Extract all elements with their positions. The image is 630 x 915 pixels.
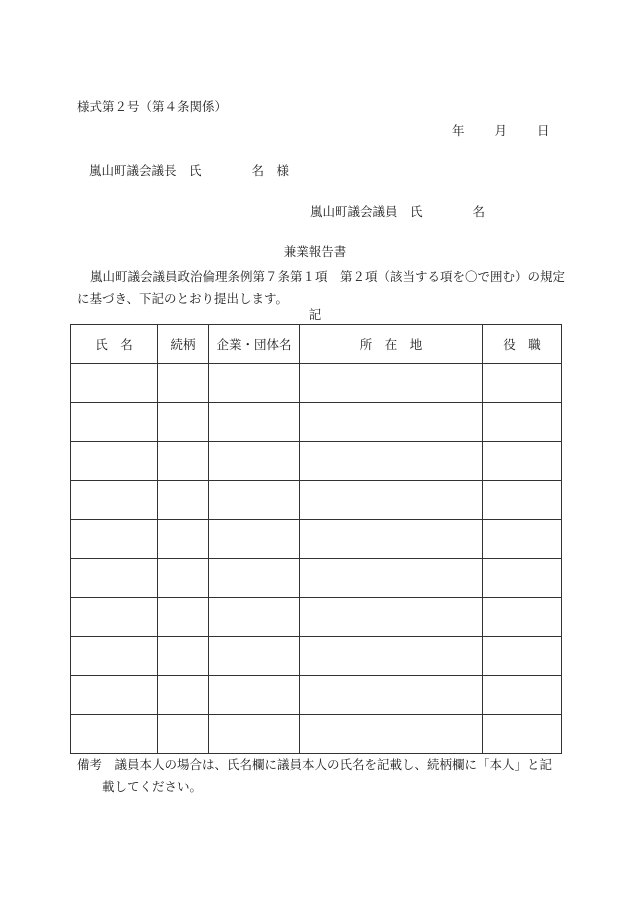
table-cell[interactable] bbox=[71, 715, 158, 754]
table-cell[interactable] bbox=[483, 598, 562, 637]
sender-line: 嵐山町議会議員 氏 名 bbox=[310, 204, 486, 219]
body-text: 嵐山町議会議員政治倫理条例第７条第１項 第２項（該当する項を〇で囲む）の規定に基づき、下記のとおり提出します。 bbox=[77, 269, 566, 306]
table-cell[interactable] bbox=[483, 364, 562, 403]
table-cell[interactable] bbox=[209, 637, 300, 676]
table-cell[interactable] bbox=[158, 676, 209, 715]
table-cell[interactable] bbox=[158, 637, 209, 676]
table-cell[interactable] bbox=[483, 442, 562, 481]
table-cell[interactable] bbox=[300, 715, 483, 754]
table-cell[interactable] bbox=[71, 481, 158, 520]
table-cell[interactable] bbox=[483, 637, 562, 676]
header-name: 氏 名 bbox=[71, 325, 158, 364]
header-relation: 続柄 bbox=[158, 325, 209, 364]
table-cell[interactable] bbox=[209, 559, 300, 598]
table-cell[interactable] bbox=[300, 676, 483, 715]
header-position: 役 職 bbox=[483, 325, 562, 364]
table-cell[interactable] bbox=[300, 637, 483, 676]
table-cell[interactable] bbox=[158, 364, 209, 403]
table-cell[interactable] bbox=[483, 676, 562, 715]
header-address: 所 在 地 bbox=[300, 325, 483, 364]
table-row bbox=[71, 403, 562, 442]
table-cell[interactable] bbox=[300, 364, 483, 403]
table-cell[interactable] bbox=[71, 364, 158, 403]
table-cell[interactable] bbox=[209, 442, 300, 481]
table-cell[interactable] bbox=[483, 520, 562, 559]
table-cell[interactable] bbox=[300, 481, 483, 520]
table-cell[interactable] bbox=[483, 715, 562, 754]
table-row bbox=[71, 676, 562, 715]
table-cell[interactable] bbox=[209, 520, 300, 559]
addressee-line: 嵐山町議会議長 氏 名 様 bbox=[89, 163, 290, 178]
header-company: 企業・団体名 bbox=[209, 325, 300, 364]
table-cell[interactable] bbox=[209, 676, 300, 715]
table-cell[interactable] bbox=[300, 559, 483, 598]
table-row bbox=[71, 520, 562, 559]
table-cell[interactable] bbox=[300, 598, 483, 637]
table-cell[interactable] bbox=[158, 520, 209, 559]
ki-heading: 記 bbox=[308, 307, 322, 322]
table-cell[interactable] bbox=[158, 403, 209, 442]
date-day: 日 bbox=[537, 123, 550, 138]
table-cell[interactable] bbox=[71, 403, 158, 442]
document-title: 兼業報告書 bbox=[283, 244, 347, 259]
table-row bbox=[71, 637, 562, 676]
table-cell[interactable] bbox=[300, 520, 483, 559]
table-row bbox=[71, 364, 562, 403]
table-cell[interactable] bbox=[209, 481, 300, 520]
table-cell[interactable] bbox=[209, 715, 300, 754]
table-row bbox=[71, 715, 562, 754]
table-cell[interactable] bbox=[483, 559, 562, 598]
table-row bbox=[71, 559, 562, 598]
table-cell[interactable] bbox=[209, 364, 300, 403]
table-cell[interactable] bbox=[71, 520, 158, 559]
remark bbox=[77, 754, 572, 798]
date-month: 月 bbox=[494, 123, 508, 138]
date-year: 年 bbox=[452, 123, 465, 138]
table-row bbox=[71, 598, 562, 637]
table-cell[interactable] bbox=[158, 481, 209, 520]
report-table bbox=[70, 324, 562, 754]
table-cell[interactable] bbox=[71, 676, 158, 715]
table-cell[interactable] bbox=[158, 598, 209, 637]
table-cell[interactable] bbox=[483, 403, 562, 442]
table-cell[interactable] bbox=[158, 715, 209, 754]
remark-line-2: 載してください。 bbox=[102, 779, 203, 794]
form-number: 様式第２号（第４条関係） bbox=[77, 99, 228, 114]
table-cell[interactable] bbox=[71, 559, 158, 598]
table-cell[interactable] bbox=[209, 403, 300, 442]
table-cell[interactable] bbox=[483, 481, 562, 520]
table-cell[interactable] bbox=[71, 442, 158, 481]
remark-line-1: 備考 議員本人の場合は、氏名欄に議員本人の氏名を記載し、続柄欄に「本人」と記 bbox=[77, 757, 553, 772]
table-cell[interactable] bbox=[158, 559, 209, 598]
table-row bbox=[71, 481, 562, 520]
table-cell[interactable] bbox=[209, 598, 300, 637]
table-cell[interactable] bbox=[300, 442, 483, 481]
table-row bbox=[71, 442, 562, 481]
table-cell[interactable] bbox=[71, 637, 158, 676]
table-header-row bbox=[71, 325, 562, 364]
table-cell[interactable] bbox=[158, 442, 209, 481]
table-cell[interactable] bbox=[300, 403, 483, 442]
date-line bbox=[452, 123, 550, 139]
table-cell[interactable] bbox=[71, 598, 158, 637]
